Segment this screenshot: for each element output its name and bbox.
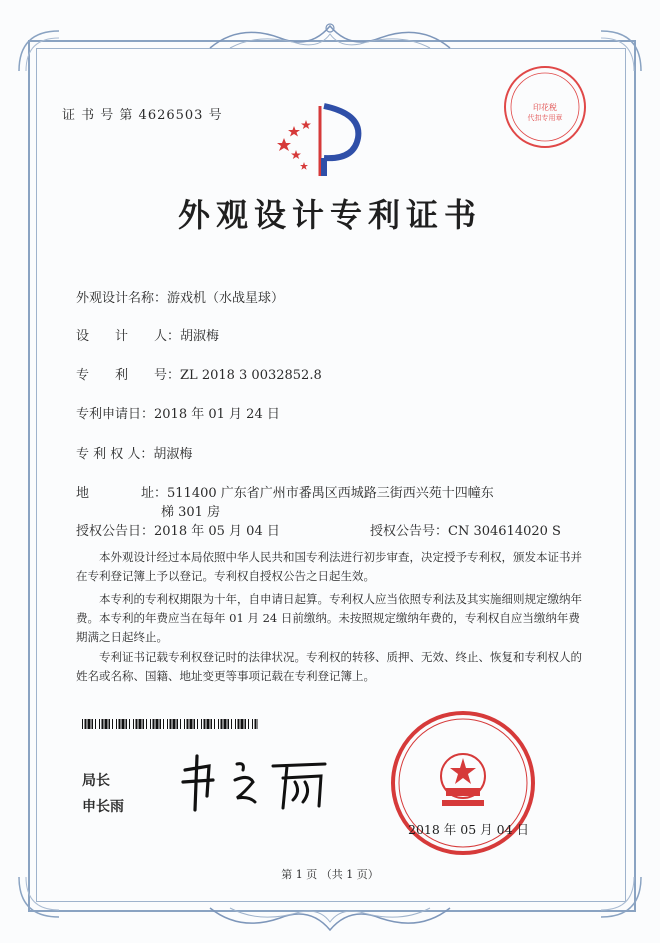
corner-ornament-icon [596, 26, 646, 76]
body-paragraph: 本专利的专利权期限为十年，自申请日起算。专利权人应当依照专利法及其实施细则规定缴纳年费。本专利的年费应当在每年 01 月 24 日前缴纳。未按照规定缴纳年费的，专利权自应当缴纳年费期满之日起终止。 [76, 592, 582, 644]
grant-number-value: CN 304614020 S [448, 524, 561, 539]
certificate-number-suffix: 号 [208, 108, 223, 123]
barcode-icon [82, 719, 258, 729]
designer-field [76, 325, 219, 344]
certificate-number [62, 104, 223, 123]
owner-field [76, 443, 192, 462]
designer-label: 设 计 人： [76, 329, 181, 344]
address-label: 地 址： [76, 486, 168, 501]
body-paragraph: 专利证书记载专利权登记时的法律状况。专利权的转移、质押、无效、终止、恢复和专利权人的姓名或名称、国籍、地址变更等事项记载在专利登记簿上。 [76, 650, 582, 683]
director-title: 局长 [82, 773, 110, 789]
director-name: 申长雨 [82, 799, 124, 815]
apply-date-label: 专利申请日： [76, 407, 155, 422]
address-field-line2 [161, 501, 220, 520]
design-name-field [76, 287, 284, 306]
top-ornament-icon [200, 18, 460, 54]
svg-text:代扣专用章: 代扣专用章 [527, 114, 563, 122]
grant-number-label: 授权公告号： [370, 524, 449, 539]
patent-office-logo-icon [270, 98, 370, 178]
page-footer: 第 1 页 （共 1 页） [281, 868, 379, 881]
owner-label: 专 利 权 人： [76, 447, 154, 462]
grant-date-label: 授权公告日： [76, 524, 155, 539]
body-paragraph: 本外观设计经过本局依照中华人民共和国专利法进行初步审查，决定授予专利权，颁发本证书并在专利登记簿上予以登记。专利权自授权公告之日起生效。 [76, 550, 582, 583]
certificate-number-label: 证 书 号 第 [62, 108, 134, 123]
patent-number-field [76, 364, 322, 383]
grant-number-field [370, 520, 561, 539]
grant-date-field [76, 520, 280, 539]
corner-ornament-icon [14, 26, 64, 76]
svg-text:印花税: 印花税 [533, 103, 557, 112]
apply-date-field [76, 403, 280, 422]
address-value-line1: 511400 广东省广州市番禺区西城路三街西兴苑十四幢东 [167, 486, 494, 501]
address-value-line2: 梯 301 房 [161, 505, 221, 520]
patent-number-value: ZL 2018 3 0032852.8 [180, 368, 322, 383]
patent-number-label: 专 利 号： [76, 368, 181, 383]
address-field [76, 482, 494, 501]
design-name-value: 游戏机（水战星球） [167, 291, 285, 306]
apply-date-value: 2018 年 01 月 24 日 [154, 407, 280, 422]
agency-seal-icon [500, 62, 590, 152]
designer-value: 胡淑梅 [180, 329, 220, 344]
bottom-ornament-icon [200, 902, 460, 938]
owner-value: 胡淑梅 [153, 447, 193, 462]
design-name-label: 外观设计名称： [76, 291, 168, 306]
seal-date: 2018 年 05 月 04 日 [408, 822, 529, 837]
page-title: 外观设计专利证书 [177, 196, 482, 234]
certificate-number-value: 4626503 [138, 108, 204, 123]
grant-date-value: 2018 年 05 月 04 日 [154, 524, 280, 539]
signature-icon [175, 752, 335, 812]
